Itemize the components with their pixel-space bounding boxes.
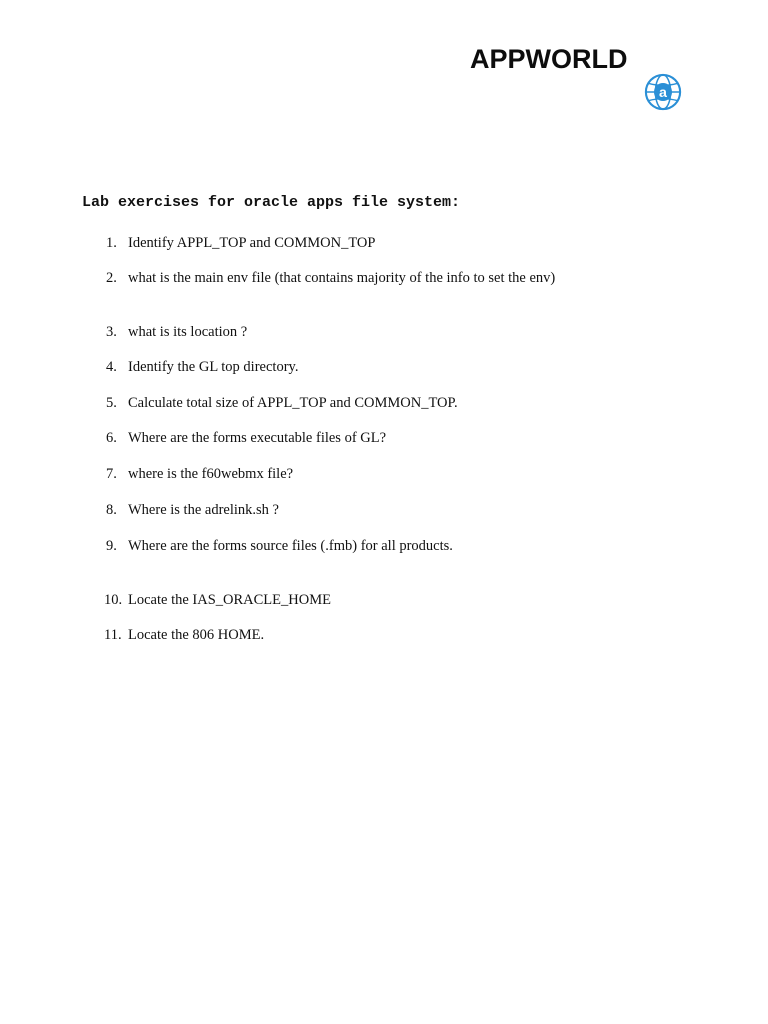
- list-item: [0, 590, 768, 610]
- document-heading: Lab exercises for oracle apps file system:: [82, 194, 461, 211]
- list-item: [0, 625, 768, 645]
- list-item-text: Identify APPL_TOP and COMMON_TOP: [128, 235, 376, 251]
- list-item-text: Where are the forms executable files of GL?: [128, 430, 387, 446]
- list-item-number: 11.: [104, 627, 122, 643]
- list-item-text: Calculate total size of APPL_TOP and COMMON_TOP.: [128, 395, 458, 411]
- list-item-text: what is the main env file (that contains majority of the info to set the env): [128, 270, 556, 286]
- brand-title: APPWORLD: [470, 44, 628, 74]
- appworld-globe-logo: [644, 73, 682, 111]
- list-item-number: 7.: [106, 466, 117, 482]
- list-item-number: 8.: [106, 502, 117, 518]
- list-item-text: Identify the GL top directory.: [128, 359, 299, 375]
- list-item: [0, 233, 768, 253]
- list-item: [0, 428, 768, 448]
- list-item-number: 3.: [106, 324, 117, 340]
- list-item-text: what is its location ?: [128, 324, 248, 340]
- list-item-number: 4.: [106, 359, 117, 375]
- list-item-text: Where is the adrelink.sh ?: [128, 502, 279, 518]
- list-item-number: 10.: [104, 592, 123, 608]
- list-item: [0, 268, 768, 288]
- svg-text:a: a: [659, 85, 667, 102]
- list-item-number: 5.: [106, 395, 117, 411]
- list-item-number: 2.: [106, 270, 117, 286]
- list-item-text: Where are the forms source files (.fmb) for all products.: [128, 538, 453, 554]
- list-item-text: where is the f60webmx file?: [128, 466, 294, 482]
- list-item-text: Locate the 806 HOME.: [128, 627, 265, 643]
- list-item: [0, 357, 768, 377]
- list-item-number: 6.: [106, 430, 117, 446]
- list-item: [0, 500, 768, 520]
- list-item: [0, 322, 768, 342]
- list-item: [0, 536, 768, 556]
- list-item: [0, 393, 768, 413]
- list-item-number: 9.: [106, 538, 117, 554]
- list-item-number: 1.: [106, 235, 117, 251]
- list-item-text: Locate the IAS_ORACLE_HOME: [128, 592, 331, 608]
- list-item: [0, 464, 768, 484]
